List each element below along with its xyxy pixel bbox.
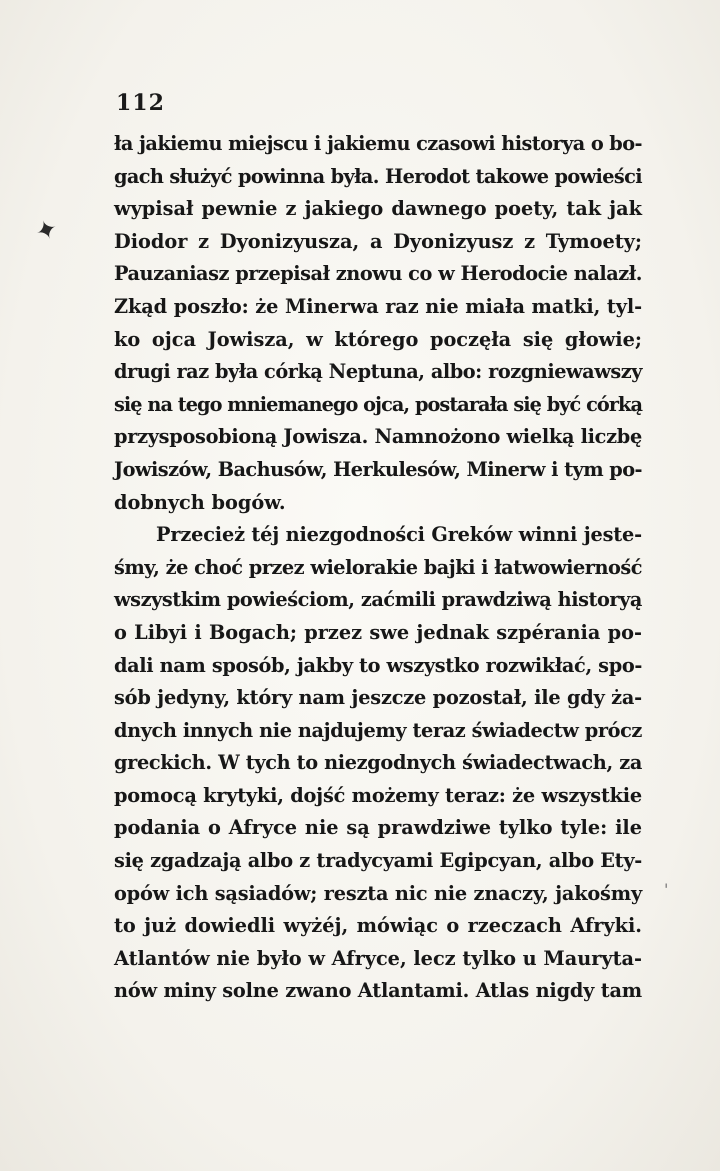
text-line: przysposobioną Jowisza. Namnożono wielką liczbę <box>114 425 642 449</box>
page-number: 112 <box>116 90 165 116</box>
text-line: dali nam sposób, jakby to wszystko rozwikłać, spo- <box>114 653 642 677</box>
text-line: dnych innych nie najdujemy teraz świadectw prócz <box>114 718 642 742</box>
text-line: się zgadzają albo z tradycyami Egipcyan, albo Ety- <box>114 849 642 873</box>
margin-mark-icon: ✦ <box>31 213 63 249</box>
text-line: ko ojca Jowisza, w którego poczęła się głowie; <box>114 327 642 351</box>
text-line: drugi raz była córką Neptuna, albo: rozgniewawszy <box>114 360 643 384</box>
text-line: Jowiszów, Bachusów, Herkulesów, Minerw i tym po- <box>114 457 642 481</box>
text-line: to już dowiedli wyżéj, mówiąc o rzeczach Afryki. <box>114 914 642 938</box>
text-line: się na tego mniemanego ojca, postarała się być córką <box>114 392 642 416</box>
text-line: Przecież téj niezgodności Greków winni jeste- <box>156 523 642 547</box>
text-line: Pauzaniasz przepisał znowu co w Herodocie nalazł. <box>114 262 642 286</box>
text-line: Atlantów nie było w Afryce, lecz tylko u Mauryta- <box>114 946 642 970</box>
text-line: wszystkim powieściom, zaćmili prawdziwą historyą <box>114 588 642 612</box>
text-line: sób jedyny, który nam jeszcze pozostał, ile gdy ża- <box>114 686 643 710</box>
text-line: dobnych bogów. <box>114 490 286 514</box>
text-line: pomocą krytyki, dojść możemy teraz: że wszystkie <box>114 783 642 807</box>
text-line: gach służyć powinna była. Herodot takowe powieści <box>114 164 643 188</box>
text-line: greckich. W tych to niezgodnych świadectwach, za <box>114 751 642 775</box>
text-line: Zkąd poszło: że Minerwa raz nie miała matki, tyl- <box>114 294 642 318</box>
text-line: wypisał pewnie z jakiego dawnego poety, tak jak <box>114 197 642 221</box>
text-line: podania o Afryce nie są prawdziwe tylko tyle: ile <box>114 816 642 840</box>
text-line: nów miny solne zwano Atlantami. Atlas nigdy tam <box>114 979 643 1003</box>
text-line: śmy, że choć przez wielorakie bajki i łatwowierność <box>114 555 643 579</box>
text-line: o Libyi i Bogach; przez swe jednak szpérania po- <box>114 620 642 644</box>
stray-dot-icon: ' <box>664 880 669 899</box>
text-line: ła jakiemu miejscu i jakiemu czasowi historya o bo- <box>114 132 642 155</box>
body-text <box>114 128 642 1008</box>
text-line: Diodor z Dyonizyusza, a Dyonizyusz z Tymoety; <box>114 229 642 253</box>
text-line: opów ich sąsiadów; reszta nic nie znaczy, jakośmy <box>114 881 642 905</box>
